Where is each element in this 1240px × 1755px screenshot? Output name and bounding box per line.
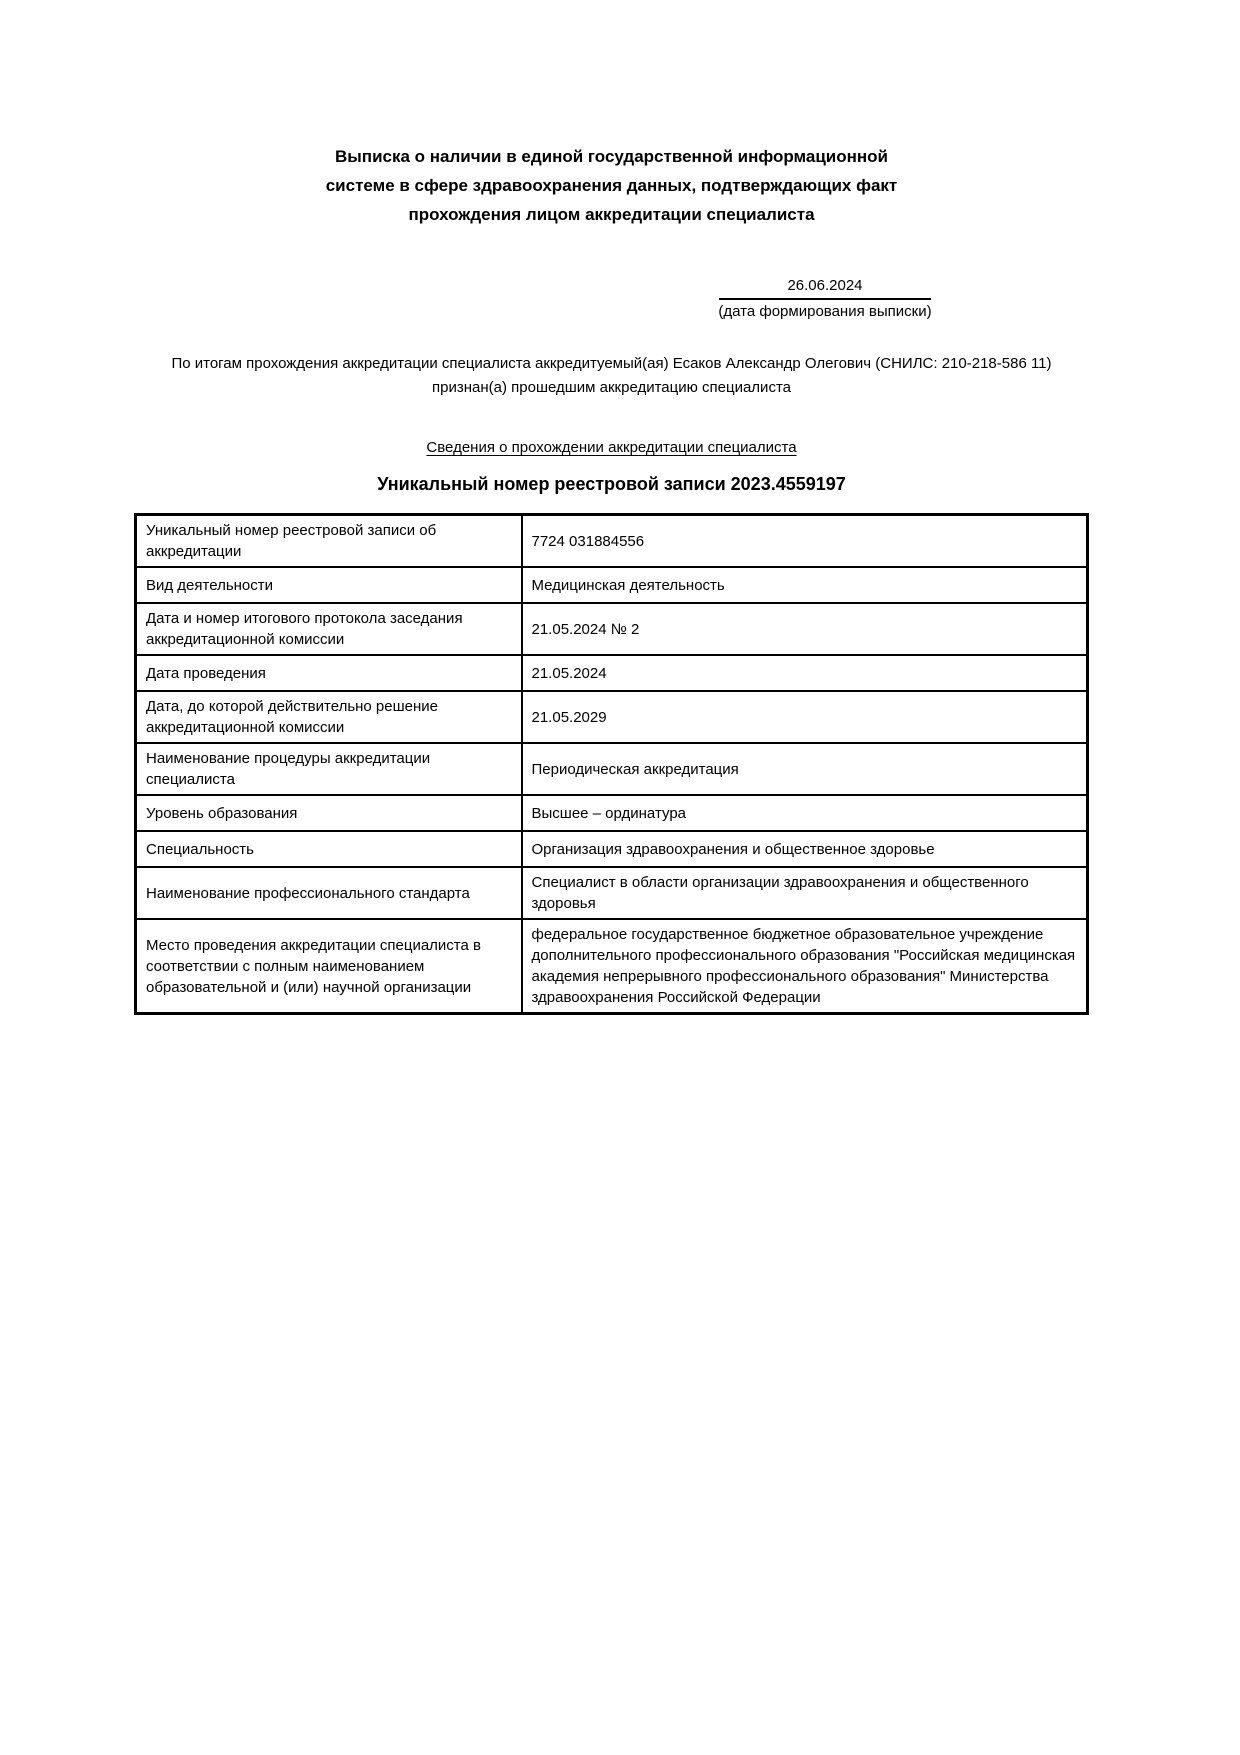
formation-date-caption: (дата формирования выписки) (718, 303, 932, 320)
table-row-registry-number (136, 515, 1088, 568)
formation-date-value: 26.06.2024 (719, 277, 931, 300)
document-title-line: прохождения лицом аккредитации специалиста (408, 205, 815, 224)
document-title-line: системе в сфере здравоохранения данных, подтверждающих факт (325, 176, 898, 195)
table-row-protocol (136, 603, 1088, 655)
table-row-activity-type (136, 567, 1088, 603)
section-heading: Сведения о прохождении аккредитации специалиста (426, 439, 797, 456)
registry-number-heading: Уникальный номер реестровой записи 2023.4559197 (377, 474, 846, 494)
row-value: Высшее – ординатура (522, 795, 1088, 831)
formation-date-block (709, 277, 941, 321)
table-row-procedure-name (136, 743, 1088, 795)
row-label: Специальность (136, 831, 522, 867)
row-label: Уникальный номер реестровой записи об аккредитации (136, 515, 522, 568)
row-value: Периодическая аккредитация (522, 743, 1088, 795)
row-value: федеральное государственное бюджетное образовательное учреждение дополнительного профессионального образования "Российская медицинская академия непрерывного профессионального образования" Министерства здравоохранения Российской Федерации (522, 919, 1088, 1014)
row-value: Специалист в области организации здравоохранения и общественного здоровья (522, 867, 1088, 919)
table-row-specialty (136, 831, 1088, 867)
row-label: Наименование процедуры аккредитации специалиста (136, 743, 522, 795)
table-row-valid-until (136, 691, 1088, 743)
row-value: Медицинская деятельность (522, 567, 1088, 603)
row-value: Организация здравоохранения и общественное здоровье (522, 831, 1088, 867)
row-label: Вид деятельности (136, 567, 522, 603)
table-row-professional-standard (136, 867, 1088, 919)
row-label: Место проведения аккредитации специалиста в соответствии с полным наименованием образовательной и (или) научной организации (136, 919, 522, 1014)
accreditation-result-paragraph: По итогам прохождения аккредитации специалиста аккредитуемый(ая) Есаков Александр Олегович (СНИЛС: 210-218-586 11) признан(а) прошедшим аккредитацию специалиста (171, 355, 1052, 396)
row-value: 21.05.2029 (522, 691, 1088, 743)
row-label: Дата и номер итогового протокола заседания аккредитационной комиссии (136, 603, 522, 655)
table-row-date-held (136, 655, 1088, 691)
row-label: Наименование профессионального стандарта (136, 867, 522, 919)
document-title (134, 142, 1089, 229)
row-label: Уровень образования (136, 795, 522, 831)
row-label: Дата, до которой действительно решение аккредитационной комиссии (136, 691, 522, 743)
row-value: 7724 031884556 (522, 515, 1088, 568)
row-value: 21.05.2024 (522, 655, 1088, 691)
row-label: Дата проведения (136, 655, 522, 691)
document-title-line: Выписка о наличии в единой государственной информационной (335, 147, 888, 166)
row-value: 21.05.2024 № 2 (522, 603, 1088, 655)
table-row-education-level (136, 795, 1088, 831)
accreditation-details-table (134, 513, 1089, 1015)
table-row-accreditation-place (136, 919, 1088, 1014)
document-content (134, 142, 1089, 1015)
